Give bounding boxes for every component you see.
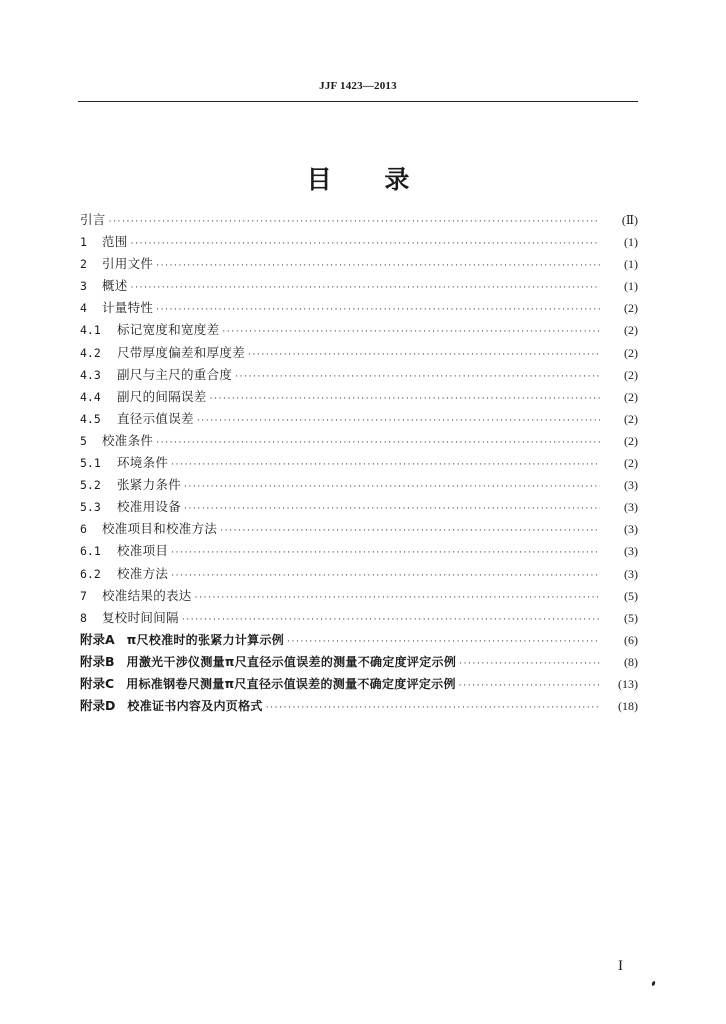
toc-entry-label: 环境条件 [117,455,169,471]
toc-entry-label: 校准证书内容及内页格式 [127,699,263,714]
toc-entry-number: 5 [80,433,87,448]
toc-entry-label: 校准条件 [102,432,154,448]
toc-entry-label: 概述 [102,278,128,294]
toc-entry-number: 5.2 [80,478,101,493]
toc-entry-label: 复校时间间隔 [102,609,179,625]
toc-entry [80,474,638,496]
toc-entry-number: 4.4 [80,389,101,404]
toc-entry [80,386,638,408]
toc-dot-leader [171,542,600,564]
toc-entry-number: 4.5 [80,411,101,426]
toc-dot-leader [459,675,600,697]
toc-entry [80,408,638,430]
toc-entry-page: (1) [624,235,638,250]
toc-entry-page: (2) [624,323,638,338]
toc-dot-leader [131,233,600,255]
toc-entry-number: 附录A [80,631,115,647]
toc-entry-page: (5) [624,610,638,625]
toc-dot-leader [235,366,600,388]
toc-dot-leader [248,344,600,366]
toc-entry-number: 7 [80,588,87,603]
table-of-contents [80,209,638,717]
toc-entry-number: 4 [80,301,87,316]
toc-entry-number: 4.3 [80,367,101,382]
toc-entry [80,319,638,341]
toc-entry [80,452,638,474]
toc-entry [80,342,638,364]
toc-entry-page: (18) [618,699,638,714]
toc-entry [80,253,638,275]
toc-entry-page: (2) [624,433,638,448]
toc-entry [80,585,638,607]
toc-entry-label: 张紧力条件 [117,477,182,493]
toc-entry-label: 副尺的间隔误差 [117,388,207,404]
toc-entry [80,297,638,319]
toc-entry-label: 用激光干涉仪测量π尺直径示值误差的测量不确定度评定示例 [126,654,457,669]
toc-entry-number: 8 [80,610,87,625]
toc-entry-label: 副尺与主尺的重合度 [117,366,233,382]
toc-entry-label: 校准用设备 [117,499,182,515]
toc-dot-leader [459,653,600,675]
toc-entry-page: (3) [624,500,638,515]
page-number: I [618,958,623,974]
toc-entry-label: 计量特性 [102,300,154,316]
toc-dot-leader [131,277,600,299]
toc-dot-leader [197,410,600,432]
toc-entry [80,629,638,651]
toc-entry-number: 5.1 [80,456,101,471]
toc-entry-number: 附录D [80,698,116,714]
toc-entry-label: 直径示值误差 [117,410,194,426]
toc-entry-page: (2) [624,411,638,426]
toc-entry [80,231,638,253]
toc-entry-number: 6.1 [80,544,101,559]
toc-entry-page: (2) [624,367,638,382]
toc-entry [80,364,638,386]
toc-entry-number: 3 [80,279,87,294]
toc-dot-leader [195,587,600,609]
toc-entry-number: 附录B [80,653,115,669]
toc-entry [80,673,638,695]
toc-entry-label: 校准方法 [117,565,169,581]
toc-entry-label: 校准项目和校准方法 [102,521,218,537]
toc-dot-leader [109,211,600,233]
toc-entry-page: (3) [624,544,638,559]
toc-entry [80,651,638,673]
toc-entry-label: 引用文件 [102,256,154,272]
toc-entry [80,607,638,629]
toc-entry-number: 2 [80,257,87,272]
toc-entry-label: 校准项目 [117,543,169,559]
toc-dot-leader [210,388,600,410]
page-title: 目 录 [306,165,410,194]
toc-entry-page: (2) [624,345,638,360]
toc-dot-leader [156,432,600,454]
toc-dot-leader [182,609,600,631]
running-header: JJF 1423—2013 [319,80,397,92]
toc-entry-label: 校准结果的表达 [102,587,192,603]
toc-entry-page: (2) [624,389,638,404]
toc-entry-number: 6.2 [80,566,101,581]
toc-dot-leader [222,321,600,343]
toc-entry [80,209,638,231]
toc-entry-number: 4.1 [80,323,101,338]
toc-entry [80,695,638,717]
toc-entry-page: (2) [624,456,638,471]
toc-entry [80,518,638,540]
toc-entry-page: (3) [624,522,638,537]
toc-entry-page: (2) [624,301,638,316]
toc-dot-leader [171,454,600,476]
toc-entry-number: 6 [80,522,87,537]
toc-dot-leader [220,520,600,542]
toc-entry-page: (6) [624,632,638,647]
scan-speck [651,981,656,987]
toc-entry-page: (3) [624,566,638,581]
toc-entry-number: 1 [80,235,87,250]
toc-entry-label: π尺校准时的张紧力计算示例 [126,632,285,647]
toc-dot-leader [266,697,600,719]
toc-entry-number: 5.3 [80,500,101,515]
toc-dot-leader [184,476,600,498]
toc-entry-page: (13) [618,676,638,691]
header-rule [78,101,638,102]
toc-entry-page: (5) [624,588,638,603]
toc-entry [80,496,638,518]
toc-entry [80,275,638,297]
toc-entry-label: 用标准钢卷尺测量π尺直径示值误差的测量不确定度评定示例 [126,676,456,691]
toc-entry [80,563,638,585]
toc-dot-leader [184,498,600,520]
toc-entry-label: 标记宽度和宽度差 [117,322,220,338]
toc-entry [80,540,638,562]
toc-dot-leader [171,565,600,587]
toc-entry-page: (3) [624,478,638,493]
toc-entry-label: 尺带厚度偏差和厚度差 [117,344,246,360]
toc-entry-label: 范围 [102,234,128,250]
toc-entry [80,430,638,452]
toc-entry-page: (1) [624,279,638,294]
toc-entry-page: (1) [624,257,638,272]
toc-dot-leader [287,631,600,653]
toc-entry-page: (Ⅱ) [621,213,638,227]
toc-entry-label: 引言 [80,212,106,227]
toc-entry-number: 4.2 [80,345,101,360]
toc-dot-leader [156,299,600,321]
toc-dot-leader [156,255,600,277]
toc-entry-number: 附录C [80,675,115,691]
toc-entry-page: (8) [624,654,638,669]
